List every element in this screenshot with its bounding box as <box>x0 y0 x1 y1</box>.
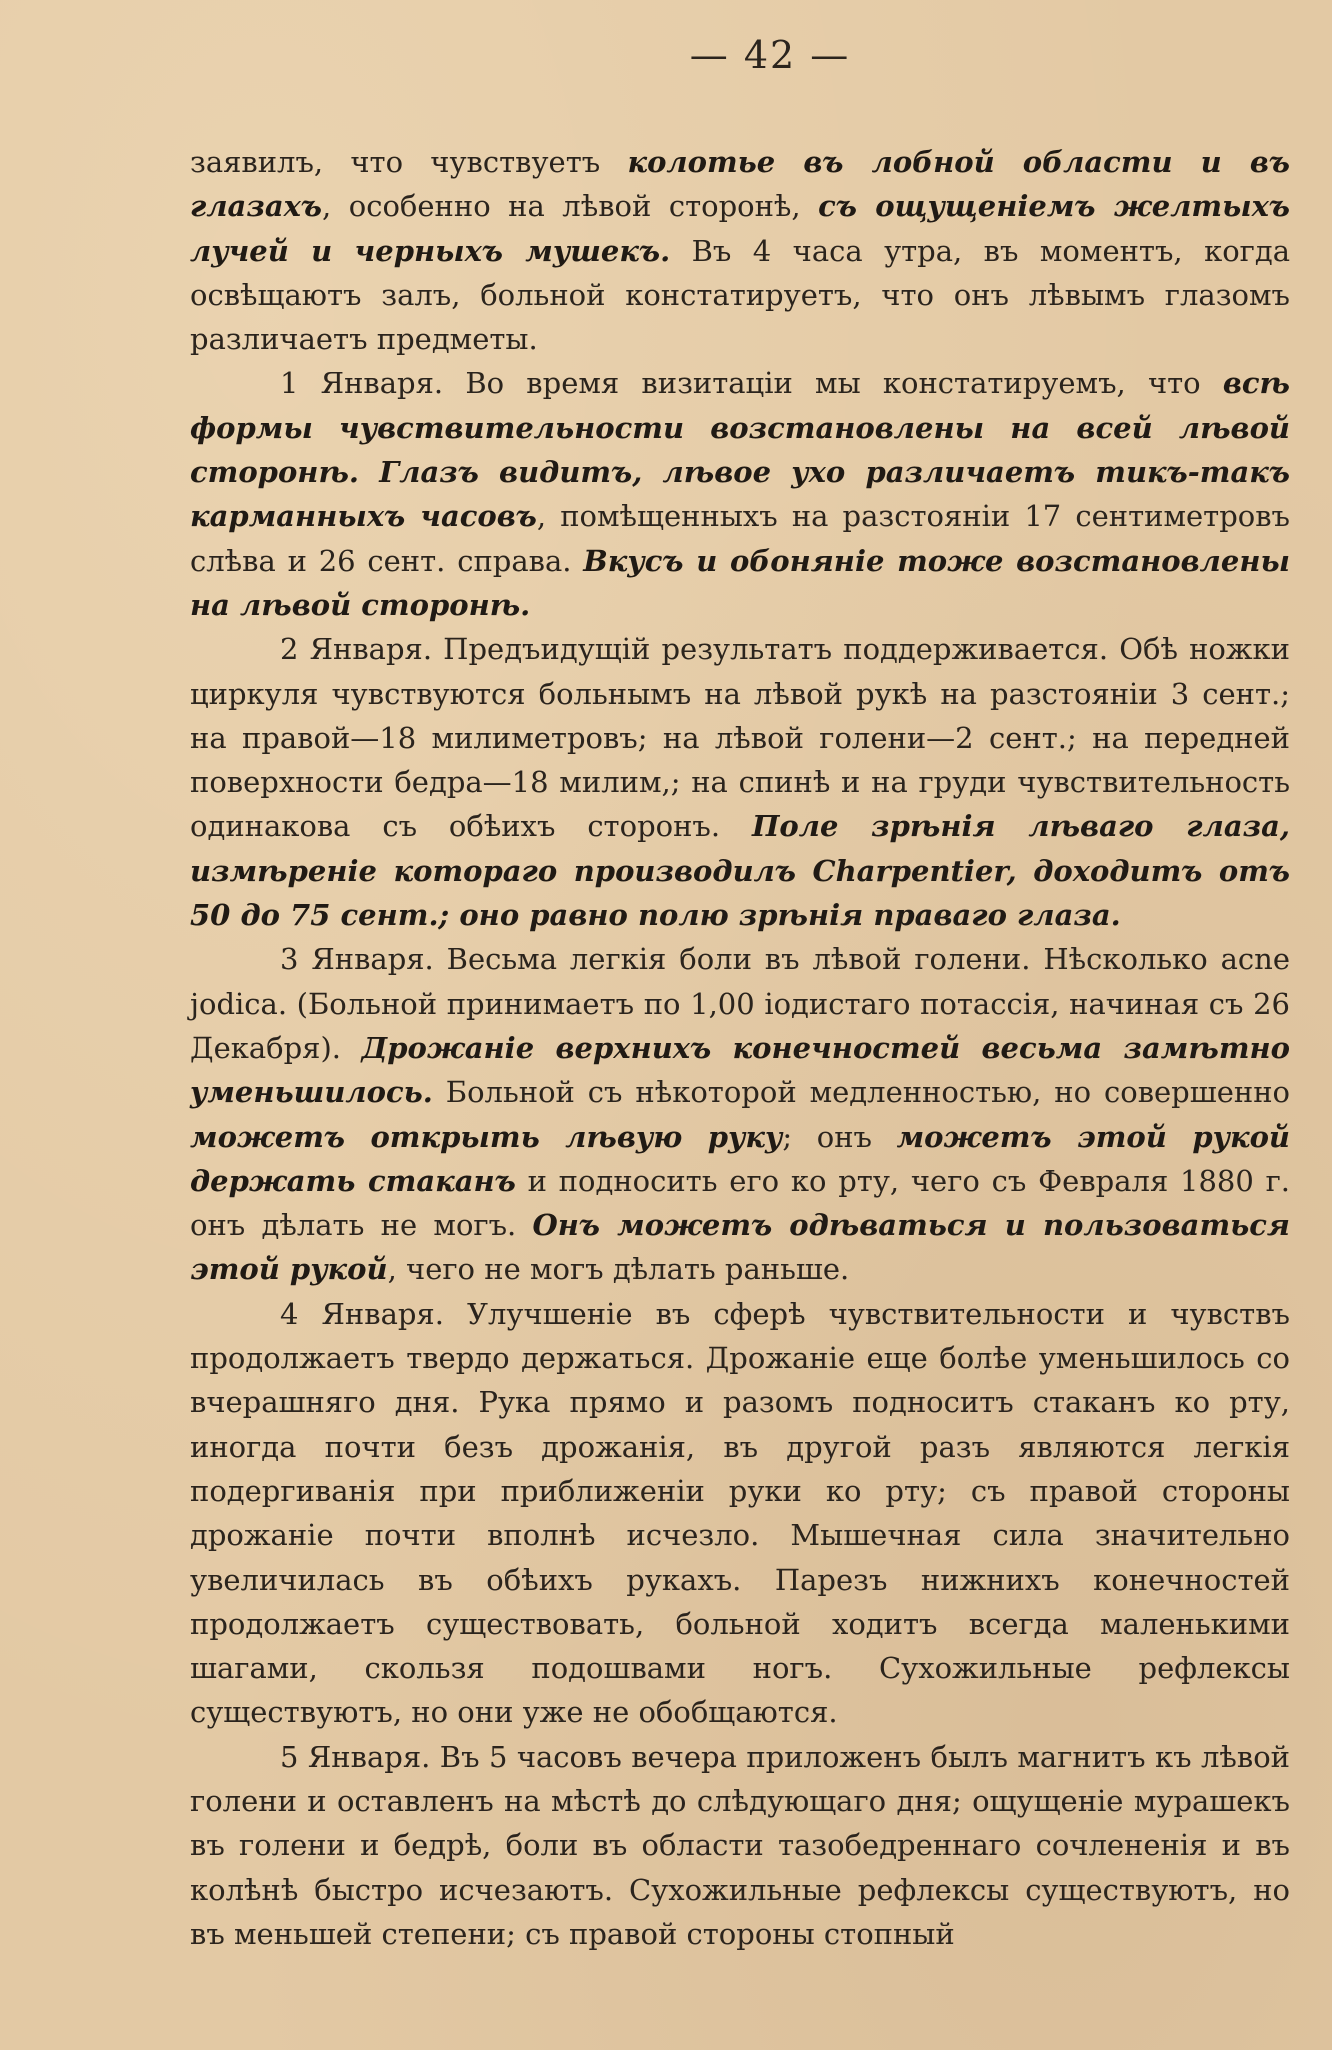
text-segment: Больной съ нѣкоторой медленностью, но совершенно <box>432 1075 1290 1110</box>
text-segment: , помѣщенныхъ на разстояніи 17 сентиметровъ слѣва и 26 сент. справа. <box>190 499 1291 578</box>
text-segment: заявилъ, что чувствуетъ <box>190 145 628 179</box>
text-segment: , чего не могъ дѣлать раньше. <box>387 1252 850 1287</box>
text-segment: 5 Января. Въ 5 часовъ вечера приложенъ былъ магнитъ къ лѣвой голени и оставленъ на мѣстѣ до слѣдующаго дня; ощущеніе мурашекъ въ голени и бедрѣ, боли въ области тазобедреннаго сочлененія и въ колѣнѣ быстро исчезаютъ. Сухожильные рефлексы существуютъ, но въ меньшей степени; съ правой стороны стопный <box>190 1739 1290 1951</box>
emphasis-text: колотье въ лобной области и въ глазахъ <box>190 145 1290 224</box>
text-segment: и подносить его ко рту, чего съ Февраля 1880 г. онъ дѣлать не могъ. <box>190 1163 1290 1243</box>
paragraph <box>190 361 1290 627</box>
paragraph <box>190 627 1290 937</box>
emphasis-text: Дрожаніе верхнихъ конечностей весьма замѣтно уменьшилось. <box>190 1030 1290 1110</box>
text-segment: 3 Января. Весьма легкія боли въ лѣвой голени. Нѣсколько acne jodica. (Больной принимаетъ по 1,00 іодистаго потассія, начиная съ 26 Декабря). <box>190 942 1290 1065</box>
emphasis-text: Онъ можетъ одѣваться и пользоваться этой рукой <box>190 1208 1290 1287</box>
paragraph <box>190 937 1290 1291</box>
text-segment: 1 Января. Во время визитаціи мы констатируемъ, что <box>280 366 1223 401</box>
body-text <box>190 140 1290 1956</box>
emphasis-text: можетъ этой рукой держать стаканъ <box>190 1119 1291 1198</box>
text-segment: ; онъ <box>782 1119 897 1154</box>
text-segment: Въ 4 часа утра, въ моментъ, когда освѣщаютъ залъ, больной констатируетъ, что онъ лѣвымъ глазомъ различаетъ предметы. <box>190 233 1290 357</box>
emphasis-text: всѣ формы чувствительности возстановлены на всей лѣвой сторонѣ. Глазъ видитъ, лѣвое ухо различаетъ тикъ-такъ карманныхъ часовъ <box>190 366 1290 534</box>
text-segment: 2 Января. Предъидущій результатъ поддерживается. Обѣ ножки циркуля чувствуются больнымъ на лѣвой рукѣ на разстояніи 3 сент.; на правой—18 милиметровъ; на лѣвой голени—2 сент.; на передней поверхности бедра—18 милим,; на спинѣ и на груди чувствительность одинакова съ обѣихъ сторонъ. <box>190 632 1290 844</box>
book-page <box>190 30 1290 2020</box>
text-segment: , особенно на лѣвой сторонѣ, <box>322 189 819 224</box>
paragraph <box>190 1735 1290 1956</box>
emphasis-text: Поле зрѣнія лѣваго глаза, измѣреніе котораго производилъ Charpentier, доходитъ отъ 50 до 75 сент.; оно равно полю зрѣнія праваго глаза. <box>190 809 1290 933</box>
paragraph <box>190 1292 1290 1735</box>
page-number: — 42 — <box>689 33 851 77</box>
emphasis-text: можетъ открыть лѣвую руку <box>190 1119 783 1154</box>
emphasis-text: Вкусъ и обоняніе тоже возстановлены на лѣвой сторонѣ. <box>190 543 1291 622</box>
paragraph <box>190 140 1290 361</box>
text-segment: 4 Января. Улучшеніе въ сферѣ чувствительности и чувствъ продолжаетъ твердо держаться. Дрожаніе еще болѣе уменьшилось со вчерашняго дня. Рука прямо и разомъ подноситъ стаканъ ко рту, иногда почти безъ дрожанія, въ другой разъ являются легкія подергиванія при приближеніи руки ко рту; съ правой стороны дрожаніе почти вполнѣ исчезло. Мышечная сила значительно увеличилась въ обѣихъ рукахъ. Парезъ нижнихъ конечностей продолжаетъ существовать, больной ходитъ всегда маленькими шагами, скользя подошвами ногъ. Сухожильные рефлексы существуютъ, но они уже не обобщаются. <box>190 1296 1290 1730</box>
emphasis-text: съ ощущеніемъ желтыхъ лучей и черныхъ мушекъ. <box>190 189 1290 268</box>
